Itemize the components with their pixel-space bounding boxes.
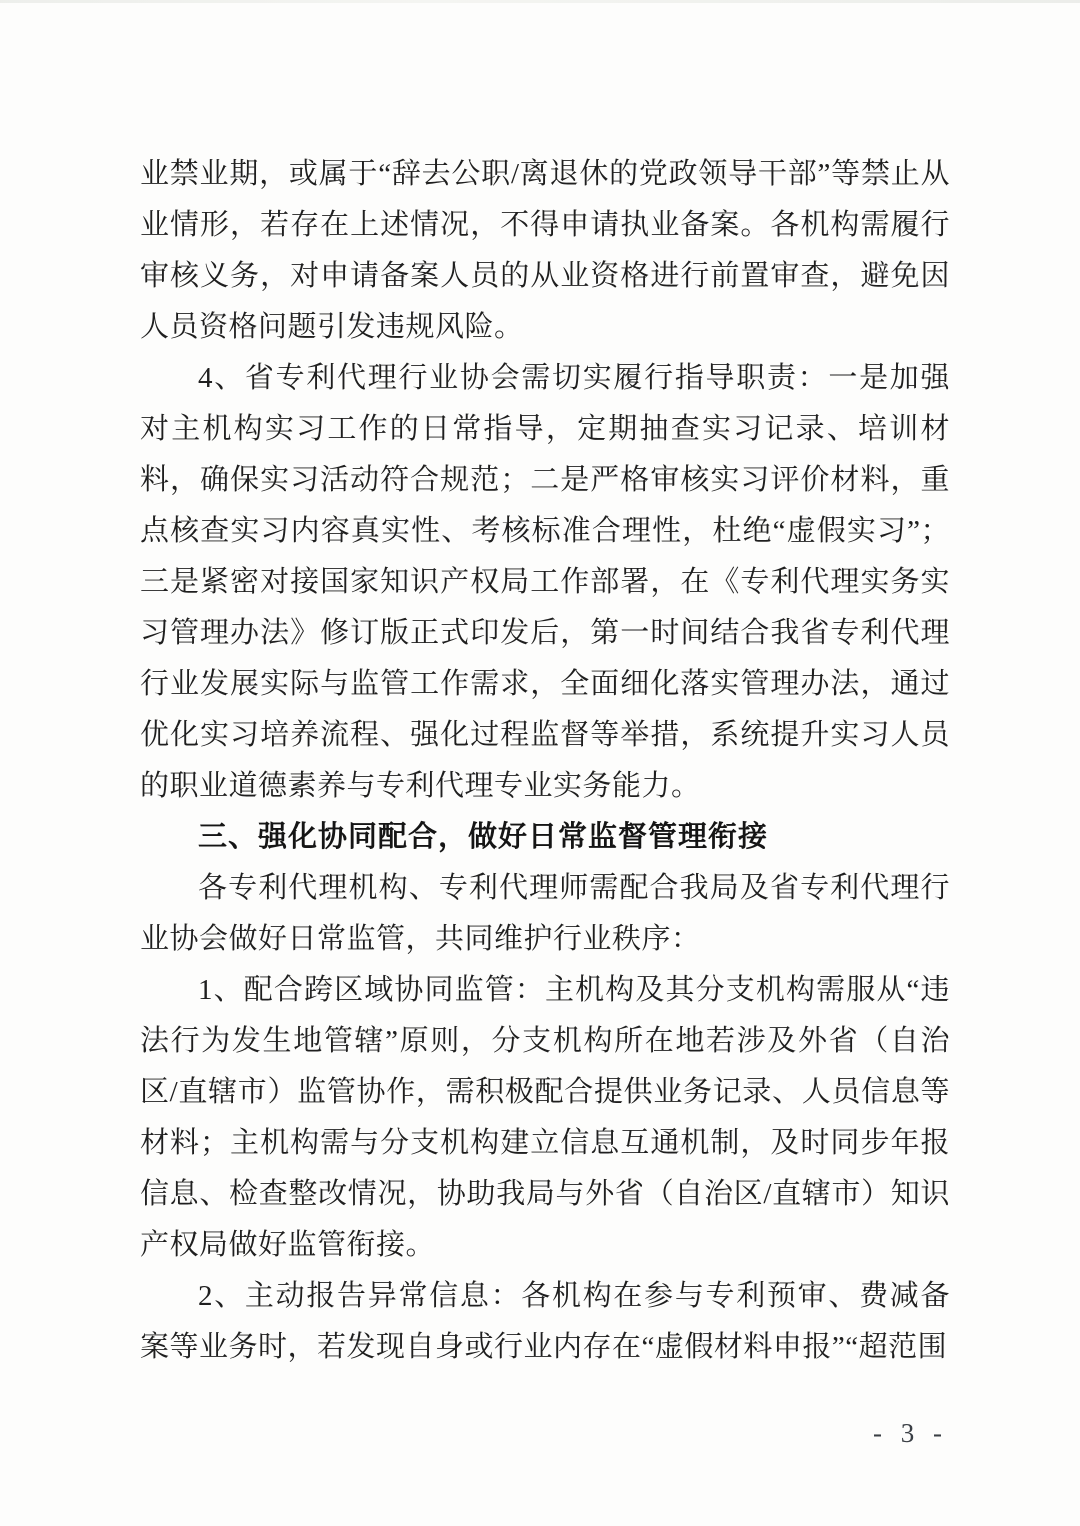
paragraph-intro: 各专利代理机构、专利代理师需配合我局及省专利代理行业协会做好日常监管，共同维护行业秩序： [140,872,950,955]
paragraph-continuation: 业禁业期，或属于“辞去公职/离退休的党政领导干部”等禁止从业情形，若存在上述情况，不得申请执业备案。各机构需履行审核义务，对申请备案人员的从业资格进行前置审查，避免因人员资格问题引发违规风险。 [140,158,950,343]
document-body [140,149,950,1373]
scan-edge-artifact [0,0,1080,3]
paragraph-item-2: 2、主动报告异常信息：各机构在参与专利预审、费减备案等业务时，若发现自身或行业内存在“虚假材料申报”“超范围 [140,1280,950,1363]
page-number: - 3 - [873,1418,948,1448]
section-heading-3: 三、强化协同配合，做好日常监督管理衔接 [198,821,769,853]
paragraph-item-4: 4、省专利代理行业协会需切实履行指导职责：一是加强对主机构实习工作的日常指导，定期抽查实习记录、培训材料，确保实习活动符合规范；二是严格审核实习评价材料，重点核查实习内容真实性、考核标准合理性，杜绝“虚假实习”；三是紧密对接国家知识产权局工作部署，在《专利代理实务实习管理办法》修订版正式印发后，第一时间结合我省专利代理行业发展实际与监管工作需求，全面细化落实管理办法，通过优化实习培养流程、强化过程监督等举措，系统提升实习人员的职业道德素养与专利代理专业实务能力。 [140,362,950,802]
paragraph-item-1: 1、配合跨区域协同监管：主机构及其分支机构需服从“违法行为发生地管辖”原则，分支机构所在地若涉及外省（自治区/直辖市）监管协作，需积极配合提供业务记录、人员信息等材料；主机构需与分支机构建立信息互通机制，及时同步年报信息、检查整改情况，协助我局与外省（自治区/直辖市）知识产权局做好监管衔接。 [140,974,950,1261]
